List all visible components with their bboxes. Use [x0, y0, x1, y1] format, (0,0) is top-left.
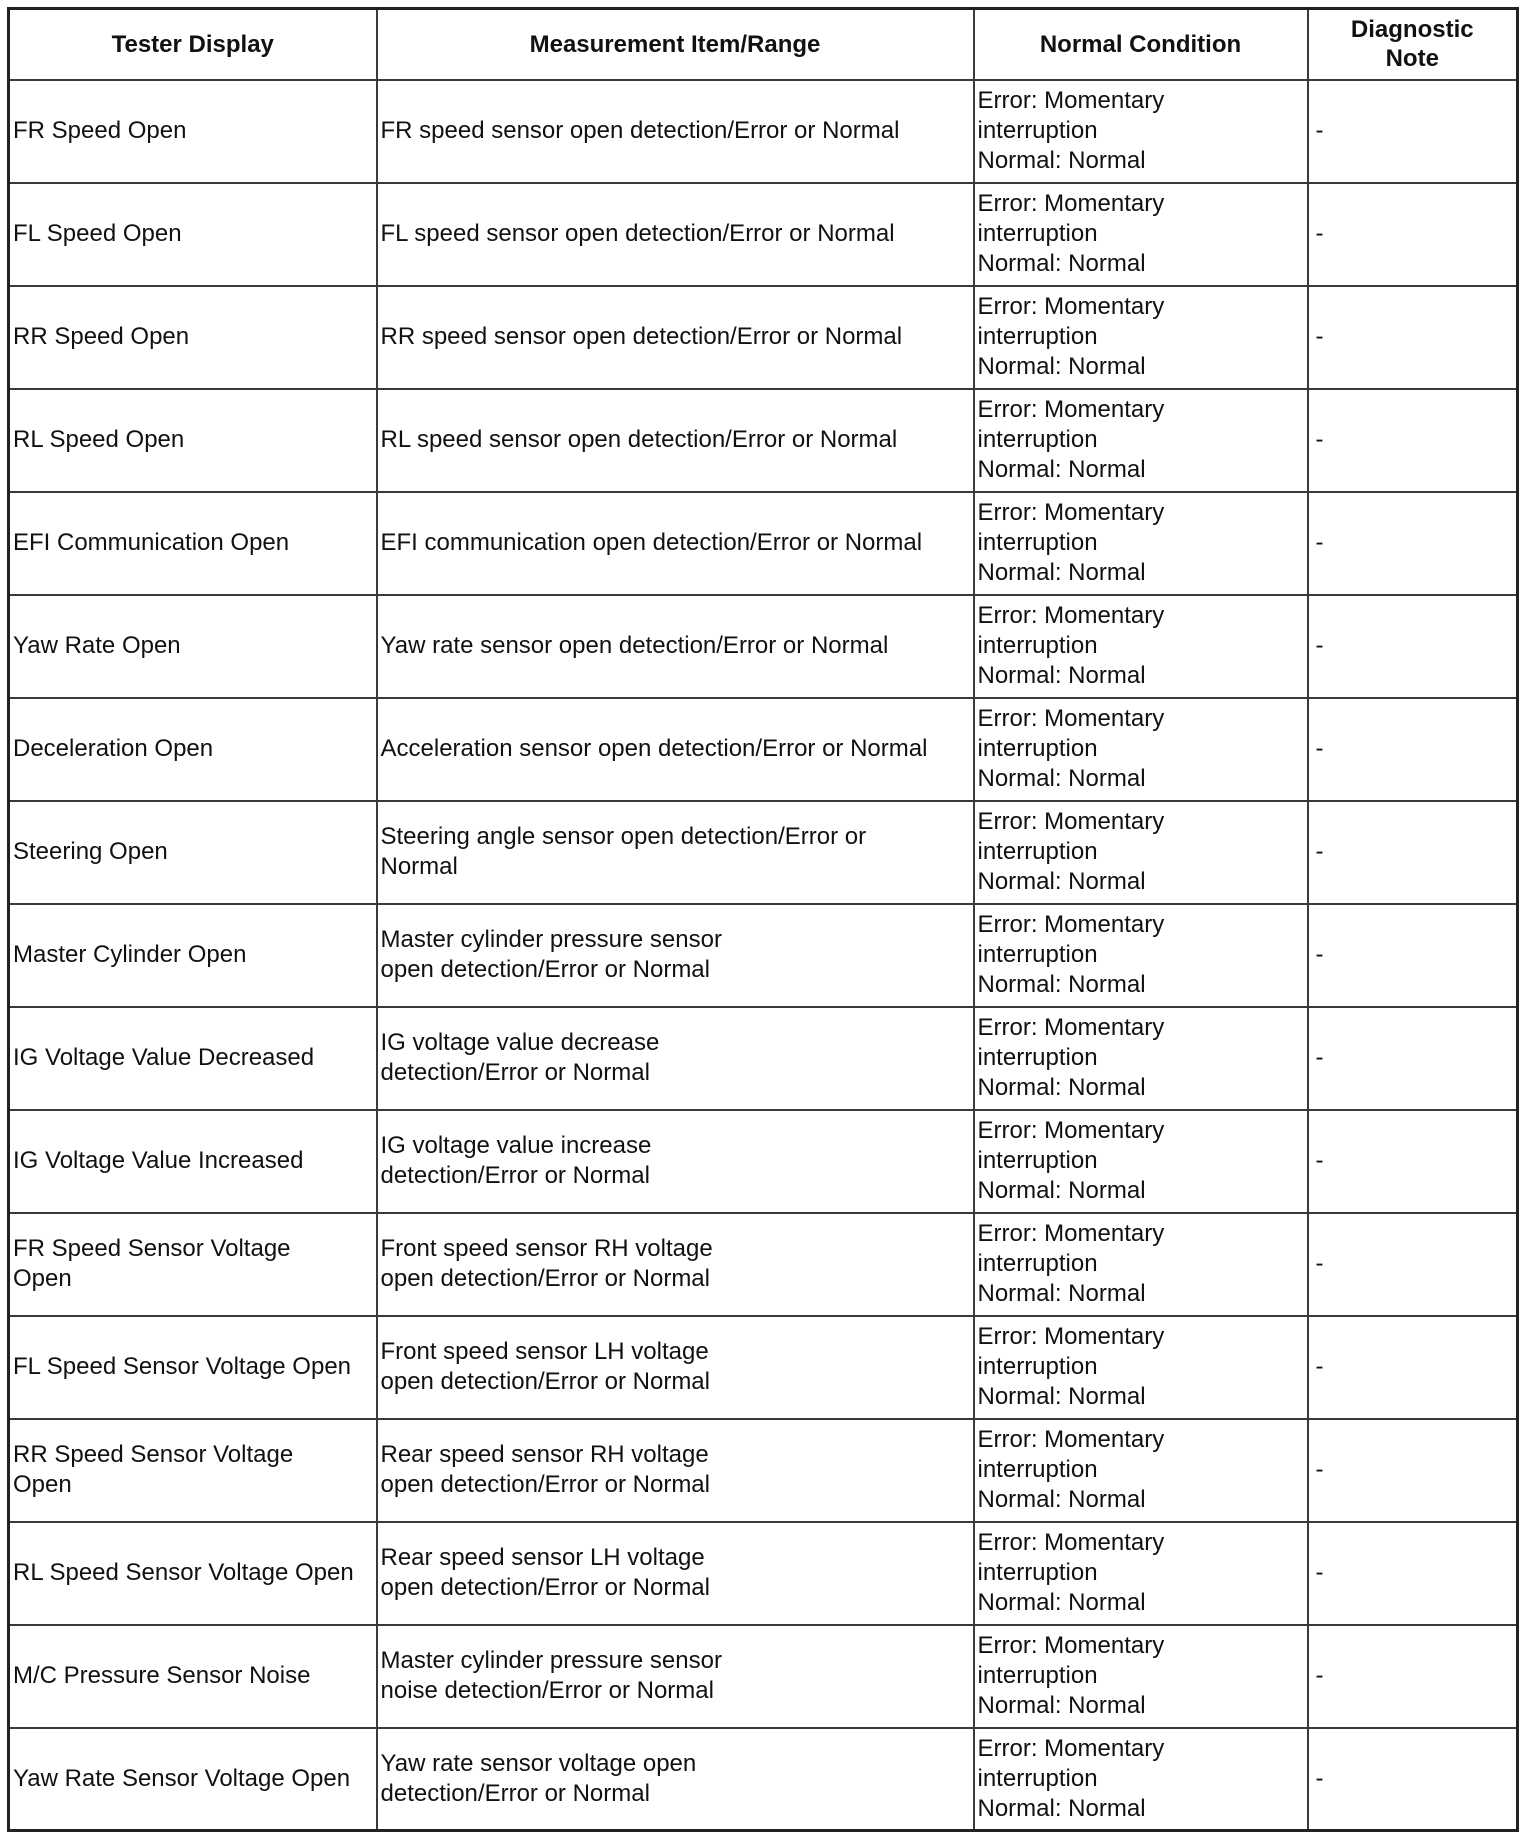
normal-condition-cell-line: Error: Momentary — [977, 705, 1165, 732]
normal-condition-cell — [974, 492, 1308, 595]
measurement-cell-line: Normal — [380, 853, 458, 880]
tester-display-cell — [9, 1316, 377, 1419]
measurement-cell-line: Rear speed sensor RH voltage — [380, 1441, 709, 1468]
normal-condition-cell-line: Error: Momentary — [977, 602, 1165, 629]
normal-condition-cell — [974, 1728, 1308, 1831]
measurement-cell-line: open detection/Error or Normal — [380, 1574, 710, 1601]
normal-condition-cell-line: Normal: Normal — [977, 1794, 1146, 1822]
normal-condition-cell — [974, 1625, 1308, 1728]
diagnostic-note-cell: - — [1308, 1419, 1518, 1522]
tester-display-cell — [9, 904, 377, 1007]
normal-condition-cell — [974, 286, 1308, 389]
measurement-cell-line: Yaw rate sensor voltage open — [380, 1749, 697, 1777]
table-row — [9, 286, 1518, 389]
tester-display-cell — [9, 286, 377, 389]
measurement-cell — [377, 595, 974, 698]
normal-condition-cell-line: Normal: Normal — [977, 1383, 1146, 1410]
normal-condition-cell-line: Normal: Normal — [977, 1589, 1146, 1616]
normal-condition-cell-line: interruption — [977, 1147, 1098, 1174]
header-row — [9, 9, 1518, 80]
measurement-cell — [377, 1728, 974, 1831]
data-table — [7, 7, 1519, 1832]
table-row — [9, 389, 1518, 492]
normal-condition-cell-line: Normal: Normal — [977, 147, 1146, 174]
tester-display-cell-line: RL Speed Open — [13, 426, 185, 453]
normal-condition-cell-line: Error: Momentary — [977, 499, 1165, 526]
diagnostic-note-cell: - — [1308, 801, 1518, 904]
measurement-cell-line: open detection/Error or Normal — [380, 1471, 710, 1498]
normal-condition-cell-line: Normal: Normal — [977, 559, 1146, 586]
tester-display-cell — [9, 492, 377, 595]
tester-display-cell-line: FR Speed Open — [13, 117, 187, 144]
tester-display-cell-line: EFI Communication Open — [13, 529, 290, 556]
normal-condition-cell — [974, 183, 1308, 286]
measurement-cell — [377, 1110, 974, 1213]
normal-condition-cell-line: Normal: Normal — [977, 662, 1146, 689]
table-header — [9, 9, 1518, 80]
diagnostic-note-cell: - — [1308, 492, 1518, 595]
measurement-cell — [377, 389, 974, 492]
normal-condition-cell-line: interruption — [977, 1250, 1098, 1277]
normal-condition-cell-line: Error: Momentary — [977, 190, 1165, 217]
table-row — [9, 801, 1518, 904]
table-row — [9, 1110, 1518, 1213]
normal-condition-cell-line: interruption — [977, 426, 1098, 453]
measurement-cell-line: RR speed sensor open detection/Error or Normal — [380, 323, 903, 350]
header-measurement: Measurement Item/Range — [377, 9, 974, 80]
diagnostic-note-cell: - — [1308, 1728, 1518, 1831]
normal-condition-cell-line: Error: Momentary — [977, 293, 1165, 320]
tester-display-cell-line: RL Speed Sensor Voltage Open — [13, 1559, 354, 1586]
tester-display-cell-line: Master Cylinder Open — [13, 941, 247, 968]
measurement-cell-line: Front speed sensor RH voltage — [380, 1235, 713, 1262]
measurement-cell — [377, 1522, 974, 1625]
normal-condition-cell — [974, 1316, 1308, 1419]
diagnostic-note-cell: - — [1308, 1625, 1518, 1728]
normal-condition-cell-line: interruption — [977, 1559, 1098, 1586]
measurement-cell — [377, 286, 974, 389]
tester-display-cell-line: Open — [13, 1265, 72, 1292]
measurement-cell-line: Master cylinder pressure sensor — [380, 926, 722, 953]
normal-condition-cell — [974, 389, 1308, 492]
table-row — [9, 1625, 1518, 1728]
measurement-cell-line: FL speed sensor open detection/Error or Normal — [380, 220, 895, 247]
measurement-cell-line: detection/Error or Normal — [380, 1162, 650, 1189]
measurement-cell-line: EFI communication open detection/Error or Normal — [380, 529, 923, 556]
table-row — [9, 492, 1518, 595]
tester-display-cell-line: Yaw Rate Open — [13, 632, 181, 659]
normal-condition-cell-line: Error: Momentary — [977, 1014, 1165, 1041]
header-diagnostic-note — [1308, 9, 1518, 80]
measurement-cell-line: RL speed sensor open detection/Error or Normal — [380, 426, 898, 453]
tester-display-cell-line: RR Speed Open — [13, 323, 190, 350]
normal-condition-cell-line: Error: Momentary — [977, 87, 1165, 114]
measurement-cell-line: detection/Error or Normal — [380, 1779, 650, 1807]
header-tester-display: Tester Display — [9, 9, 377, 80]
normal-condition-cell-line: interruption — [977, 735, 1098, 762]
tester-display-cell-line: IG Voltage Value Decreased — [13, 1044, 315, 1071]
header-normal-condition: Normal Condition — [974, 9, 1308, 80]
table-row — [9, 1522, 1518, 1625]
table-row — [9, 1419, 1518, 1522]
tester-display-cell-line: FL Speed Sensor Voltage Open — [13, 1353, 352, 1380]
normal-condition-cell — [974, 1522, 1308, 1625]
normal-condition-cell-line: interruption — [977, 1353, 1098, 1380]
normal-condition-cell-line: Error: Momentary — [977, 1529, 1165, 1556]
diagnostic-note-cell: - — [1308, 1110, 1518, 1213]
table-row — [9, 595, 1518, 698]
diagnostic-note-cell: - — [1308, 80, 1518, 183]
measurement-cell-line: noise detection/Error or Normal — [380, 1677, 714, 1704]
normal-condition-cell-line: Error: Momentary — [977, 1734, 1165, 1762]
normal-condition-cell — [974, 1213, 1308, 1316]
normal-condition-cell-line: Normal: Normal — [977, 456, 1146, 483]
measurement-cell-line: Rear speed sensor LH voltage — [380, 1544, 705, 1571]
table-row — [9, 698, 1518, 801]
normal-condition-cell-line: Error: Momentary — [977, 808, 1165, 835]
tester-display-cell — [9, 183, 377, 286]
measurement-cell — [377, 80, 974, 183]
normal-condition-cell-line: interruption — [977, 323, 1098, 350]
tester-display-cell — [9, 1007, 377, 1110]
normal-condition-cell — [974, 801, 1308, 904]
normal-condition-cell-line: Normal: Normal — [977, 1177, 1146, 1204]
tester-display-cell — [9, 1110, 377, 1213]
diagnostic-note-cell: - — [1308, 286, 1518, 389]
tester-display-cell-line: M/C Pressure Sensor Noise — [13, 1662, 311, 1689]
tester-display-cell — [9, 1625, 377, 1728]
diagnostic-note-cell: - — [1308, 595, 1518, 698]
tester-display-cell — [9, 1522, 377, 1625]
diagnostic-note-cell: - — [1308, 698, 1518, 801]
tester-display-cell-line: FR Speed Sensor Voltage — [13, 1235, 291, 1262]
measurement-cell-line: open detection/Error or Normal — [380, 956, 710, 983]
measurement-cell — [377, 1625, 974, 1728]
normal-condition-cell-line: interruption — [977, 529, 1098, 556]
tester-display-cell-line: Steering Open — [13, 838, 168, 865]
normal-condition-cell-line: Normal: Normal — [977, 971, 1146, 998]
diagnostic-note-cell: - — [1308, 904, 1518, 1007]
tester-display-cell — [9, 595, 377, 698]
measurement-cell — [377, 1213, 974, 1316]
measurement-cell — [377, 1316, 974, 1419]
normal-condition-cell-line: interruption — [977, 941, 1098, 968]
normal-condition-cell-line: interruption — [977, 1662, 1098, 1689]
diagnostic-note-cell: - — [1308, 183, 1518, 286]
tester-display-cell-line: FL Speed Open — [13, 220, 182, 247]
measurement-cell-line: detection/Error or Normal — [380, 1059, 650, 1086]
tester-display-cell — [9, 801, 377, 904]
normal-condition-cell-line: Normal: Normal — [977, 1486, 1146, 1513]
normal-condition-cell-line: Normal: Normal — [977, 765, 1146, 792]
tester-display-cell-line: Open — [13, 1471, 72, 1498]
normal-condition-cell-line: Normal: Normal — [977, 868, 1146, 895]
tester-display-cell-line: RR Speed Sensor Voltage — [13, 1441, 294, 1468]
normal-condition-cell-line: interruption — [977, 1456, 1098, 1483]
table-row — [9, 1213, 1518, 1316]
tester-display-cell — [9, 1213, 377, 1316]
normal-condition-cell-line: Normal: Normal — [977, 1692, 1146, 1719]
measurement-cell-line: Acceleration sensor open detection/Error or Normal — [380, 735, 928, 762]
normal-condition-cell-line: interruption — [977, 1764, 1098, 1792]
measurement-cell-line: open detection/Error or Normal — [380, 1265, 710, 1292]
normal-condition-cell — [974, 1110, 1308, 1213]
measurement-cell-line: IG voltage value increase — [380, 1132, 652, 1159]
measurement-cell — [377, 1007, 974, 1110]
normal-condition-cell-line: interruption — [977, 838, 1098, 865]
diagnostic-note-cell: - — [1308, 1007, 1518, 1110]
measurement-cell-line: Yaw rate sensor open detection/Error or Normal — [380, 632, 889, 659]
diagnostic-note-cell: - — [1308, 1213, 1518, 1316]
normal-condition-cell — [974, 80, 1308, 183]
tester-display-cell — [9, 1419, 377, 1522]
measurement-cell-line: Master cylinder pressure sensor — [380, 1647, 722, 1674]
normal-condition-cell — [974, 1419, 1308, 1522]
tester-display-cell — [9, 1728, 377, 1831]
tester-display-cell-line: Deceleration Open — [13, 735, 214, 762]
tester-display-cell — [9, 698, 377, 801]
table-row — [9, 904, 1518, 1007]
measurement-cell — [377, 801, 974, 904]
normal-condition-cell-line: Error: Momentary — [977, 1323, 1165, 1350]
header-diagnostic-note-line: Note — [1385, 45, 1439, 73]
header-diagnostic-note-line: Diagnostic — [1350, 16, 1474, 44]
measurement-cell-line: open detection/Error or Normal — [380, 1368, 710, 1395]
normal-condition-cell — [974, 1007, 1308, 1110]
normal-condition-cell-line: Error: Momentary — [977, 911, 1165, 938]
normal-condition-cell-line: Error: Momentary — [977, 1220, 1165, 1247]
tester-display-cell — [9, 80, 377, 183]
tester-display-cell-line: Yaw Rate Sensor Voltage Open — [13, 1764, 351, 1792]
normal-condition-cell — [974, 595, 1308, 698]
diagnostic-note-cell: - — [1308, 1522, 1518, 1625]
measurement-cell — [377, 183, 974, 286]
measurement-cell-line: Steering angle sensor open detection/Error or — [380, 823, 867, 850]
tester-display-cell — [9, 389, 377, 492]
table-row — [9, 1007, 1518, 1110]
measurement-cell-line: FR speed sensor open detection/Error or Normal — [380, 117, 900, 144]
table-row — [9, 183, 1518, 286]
measurement-cell — [377, 698, 974, 801]
normal-condition-cell-line: Error: Momentary — [977, 1117, 1165, 1144]
tester-display-cell-line: IG Voltage Value Increased — [13, 1147, 304, 1174]
diagnostic-note-cell: - — [1308, 389, 1518, 492]
diagnostic-note-cell: - — [1308, 1316, 1518, 1419]
normal-condition-cell-line: Normal: Normal — [977, 1074, 1146, 1101]
normal-condition-cell-line: Normal: Normal — [977, 1280, 1146, 1307]
normal-condition-cell-line: Error: Momentary — [977, 396, 1165, 423]
normal-condition-cell-line: Normal: Normal — [977, 353, 1146, 380]
normal-condition-cell — [974, 698, 1308, 801]
table-row — [9, 80, 1518, 183]
table-body — [9, 80, 1518, 1831]
normal-condition-cell-line: interruption — [977, 1044, 1098, 1071]
measurement-cell — [377, 492, 974, 595]
table-row — [9, 1316, 1518, 1419]
normal-condition-cell-line: Error: Momentary — [977, 1632, 1165, 1659]
measurement-cell-line: IG voltage value decrease — [380, 1029, 660, 1056]
measurement-cell — [377, 1419, 974, 1522]
measurement-cell — [377, 904, 974, 1007]
normal-condition-cell-line: interruption — [977, 632, 1098, 659]
normal-condition-cell-line: interruption — [977, 117, 1098, 144]
normal-condition-cell-line: Normal: Normal — [977, 250, 1146, 277]
table-row — [9, 1728, 1518, 1831]
measurement-cell-line: Front speed sensor LH voltage — [380, 1338, 709, 1365]
normal-condition-cell — [974, 904, 1308, 1007]
normal-condition-cell-line: Error: Momentary — [977, 1426, 1165, 1453]
normal-condition-cell-line: interruption — [977, 220, 1098, 247]
